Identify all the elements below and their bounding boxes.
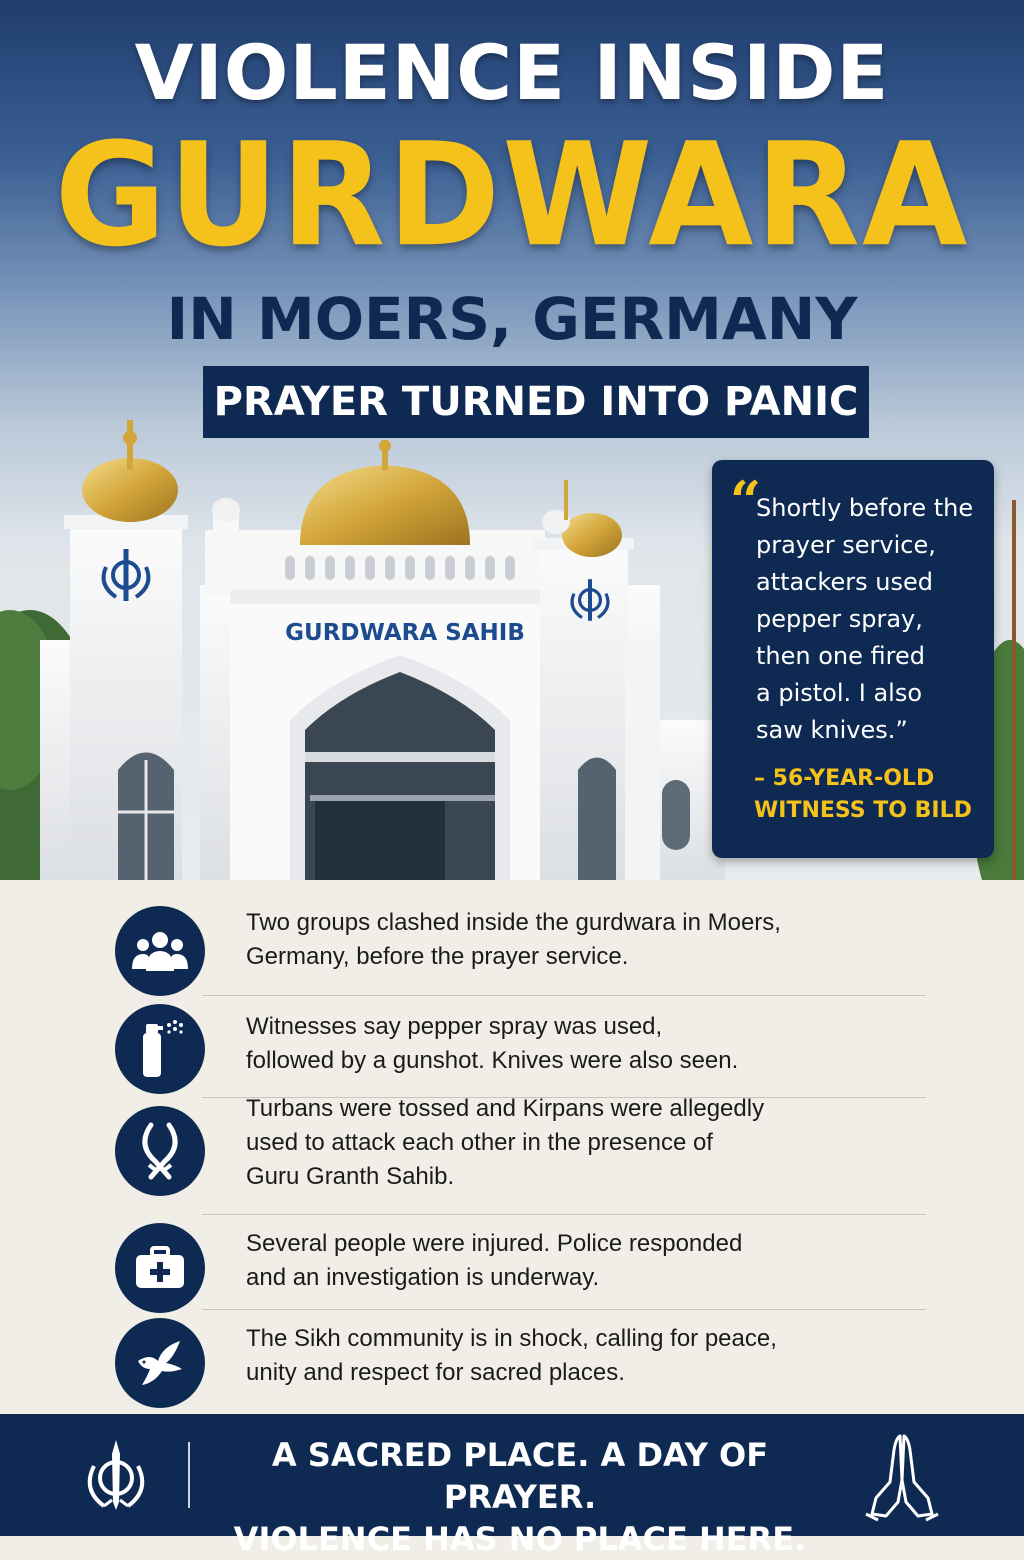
fact-text: Turbans were tossed and Kirpans were allegedly used to attack each other in the presence of Guru Granth Sahib. — [246, 1095, 765, 1190]
divider — [202, 1309, 926, 1310]
footer-slogan: A SACRED PLACE. A DAY OF PRAYER. VIOLENCE HAS NO PLACE HERE. — [233, 1436, 807, 1558]
footer-separator — [188, 1442, 190, 1508]
headline-line-3: IN MOERS, GERMANY — [166, 285, 858, 353]
quote-mark-icon: “ — [730, 469, 762, 533]
divider — [202, 995, 926, 996]
subtitle-banner: PRAYER TURNED INTO PANIC — [203, 366, 869, 438]
footer-banner — [0, 1414, 1024, 1558]
people-group-icon — [115, 906, 205, 996]
peace-dove-icon — [115, 1318, 205, 1408]
fact-text: Several people were injured. Police responded and an investigation is underway. — [246, 1230, 743, 1291]
witness-quote-card — [712, 460, 994, 858]
headline-line-1: VIOLENCE INSIDE — [134, 28, 890, 117]
quote-text: Shortly before the prayer service, attackers used pepper spray, then one fired a pistol. I also saw knives.” — [756, 494, 974, 744]
gurdwara-sahib-sign: GURDWARA SAHIB — [285, 620, 525, 646]
fact-text: Witnesses say pepper spray was used, followed by a gunshot. Knives were also seen. — [246, 1013, 739, 1074]
divider — [202, 1214, 926, 1215]
pepper-spray-icon — [115, 1004, 205, 1094]
headline-line-2: GURDWARA — [54, 113, 970, 279]
fact-text: The Sikh community is in shock, calling for peace, unity and respect for sacred places. — [246, 1325, 777, 1386]
khanda-icon — [80, 1438, 152, 1514]
quote-attribution: – 56-YEAR-OLD WITNESS TO BILD — [754, 766, 972, 823]
first-aid-kit-icon — [115, 1223, 205, 1313]
fact-text: Two groups clashed inside the gurdwara in Moers, Germany, before the prayer service. — [246, 909, 781, 970]
praying-hands-icon — [862, 1430, 942, 1522]
crossed-kirpans-icon — [115, 1106, 205, 1196]
facts-list — [0, 880, 1024, 1414]
